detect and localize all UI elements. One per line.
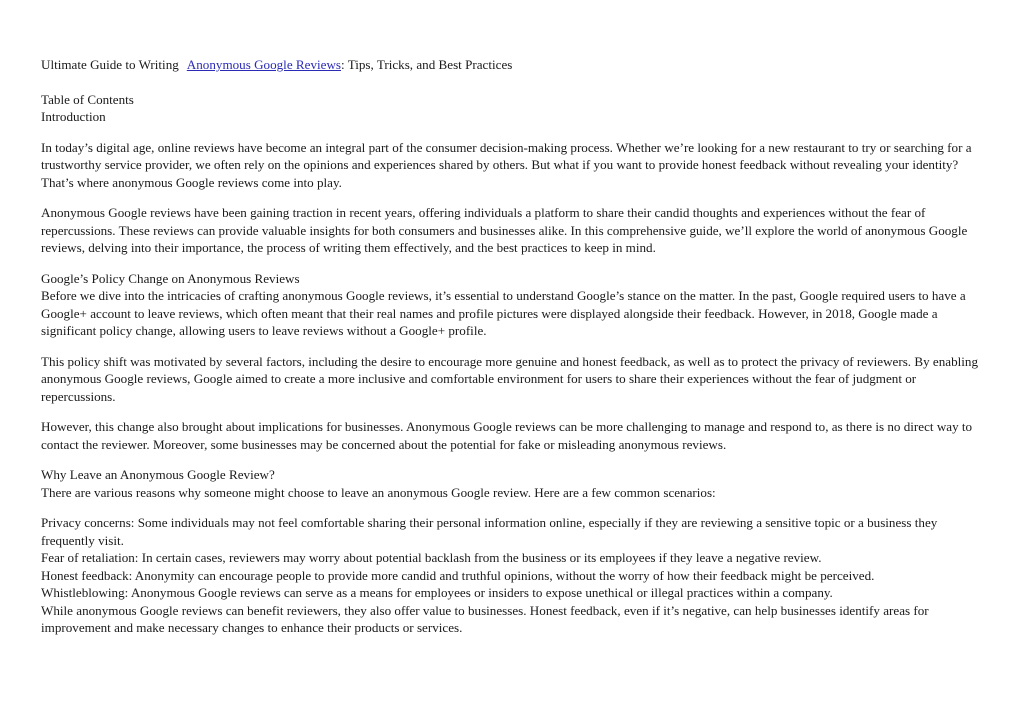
policy-section [41, 270, 986, 340]
anonymous-google-reviews-link[interactable]: Anonymous Google Reviews [186, 57, 342, 72]
list-item: Fear of retaliation: In certain cases, reviewers may worry about potential backlash from the business or its employees if they leave a negative review. [41, 550, 822, 565]
why-heading: Why Leave an Anonymous Google Review? [41, 467, 275, 482]
policy-paragraph-2: This policy shift was motivated by several factors, including the desire to encourage more genuine and honest feedback, as well as to protect the privacy of reviewers. By enabling anonymous Google reviews, Google aimed to create a more inclusive and comfortable environment for users to share their experiences without the fear of judgment or repercussions. [41, 353, 978, 404]
list-item: Honest feedback: Anonymity can encourage people to provide more candid and truthful opinions, without the worry of how their feedback might be perceived. [41, 567, 875, 583]
policy-heading: Google’s Policy Change on Anonymous Reviews [41, 270, 300, 286]
why-section [41, 466, 986, 501]
policy-paragraph-1: Before we dive into the intricacies of crafting anonymous Google reviews, it’s essential to understand Google’s stance on the matter. In the past, Google required users to have a Google+ account to leave reviews, which often meant that their real names and profile pictures were displayed alongside their feedback. However, in 2018, Google made a significant policy change, allowing users to leave reviews without a Google+ profile. [41, 288, 966, 338]
toc-introduction: Introduction [41, 109, 106, 124]
intro-paragraph-2: Anonymous Google reviews have been gaining traction in recent years, offering individuals a platform to share their candid thoughts and experiences without the fear of repercussions. These reviews can provide valuable insights for both consumers and businesses alike. In this comprehensive guide, we’ll explore the world of anonymous Google reviews, delving into their importance, the process of writing them effectively, and the best practices to keep in mind. [41, 205, 968, 255]
title-suffix: : Tips, Tricks, and Best Practices [341, 57, 513, 72]
intro-paragraph-1: In today’s digital age, online reviews have become an integral part of the consumer decision-making process. Whether we’re looking for a new restaurant to try or searching for a trustworthy service provider, we often rely on the opinions and experiences shared by others. But what if you want to provide honest feedback without revealing your identity? That’s where anonymous Google reviews come into play. [41, 139, 972, 190]
why-paragraph-1: There are various reasons why someone might choose to leave an anonymous Google review. Here are a few common scenarios: [41, 484, 716, 500]
title-prefix: Ultimate Guide to Writing [41, 57, 179, 72]
document-title [41, 56, 986, 74]
reasons-list [41, 514, 986, 637]
list-item: Whistleblowing: Anonymous Google reviews can serve as a means for employees or insiders to expose unethical or illegal practices within a company. [41, 585, 833, 600]
document-page [41, 56, 986, 637]
list-item: While anonymous Google reviews can benefit reviewers, they also offer value to businesses. Honest feedback, even if it’s negative, can help businesses identify areas for improvement and make necessary changes to enhance their products or services. [41, 602, 929, 635]
list-item: Privacy concerns: Some individuals may not feel comfortable sharing their personal information online, especially if they are reviewing a sensitive topic or a business they frequently visit. [41, 515, 938, 548]
table-of-contents [41, 91, 986, 126]
toc-heading: Table of Contents [41, 91, 134, 107]
policy-paragraph-3: However, this change also brought about implications for businesses. Anonymous Google reviews can be more challenging to manage and respond to, as there is no direct way to contact the reviewer. Moreover, some businesses may be concerned about the potential for fake or misleading anonymous reviews. [41, 419, 973, 452]
